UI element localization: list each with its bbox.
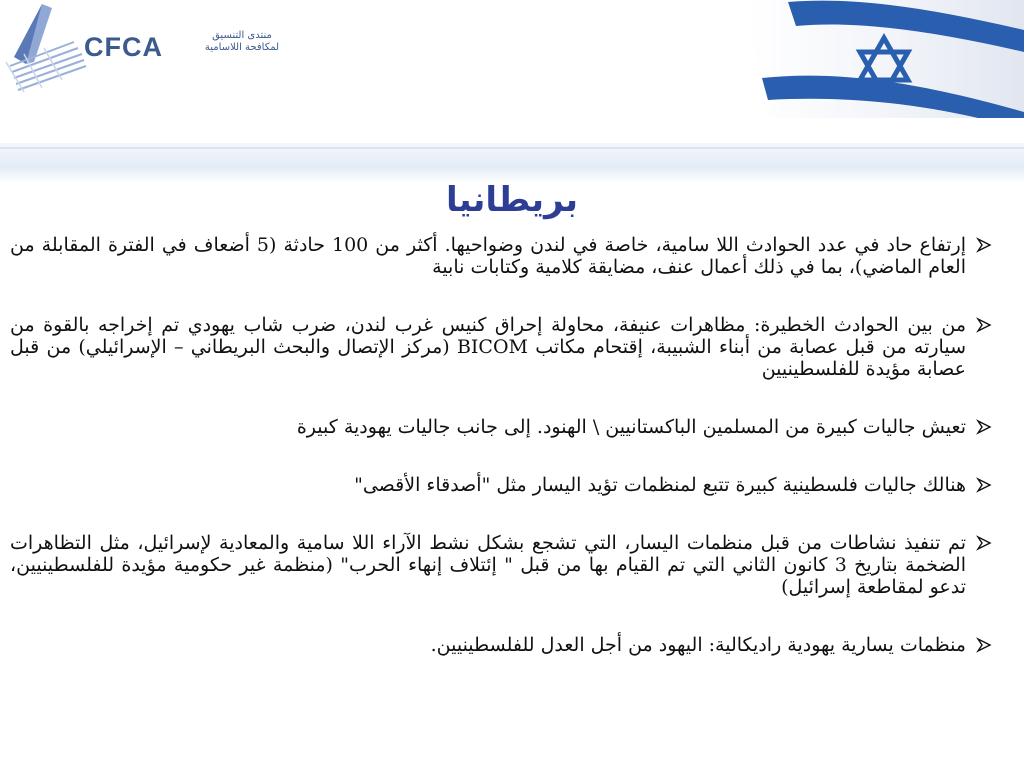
bullet-list bbox=[10, 234, 992, 656]
bullet-text: تم تنفيذ نشاطات من قبل منظمات اليسار، التي تشجع بشكل نشط الآراء اللا سامية والمعادية لإسرائيل، مثل التظاهرات الضخمة بتاريخ 3 كانون الثاني التي تم القيام بها من قبل " إئتلاف إنهاء الحرب" (منظمة غير حكومية مؤيدة للفلسطينيين، تدعو لمقاطعة إسرائيل) bbox=[10, 532, 966, 598]
arrow-check-icon bbox=[976, 237, 992, 253]
arrow-check-icon bbox=[976, 317, 992, 333]
cfca-logo bbox=[4, 2, 304, 97]
bullet-text: هنالك جاليات فلسطينية كبيرة تتبع لمنظمات تؤيد اليسار مثل "أصدقاء الأقصى" bbox=[354, 474, 966, 496]
logo-arabic-line1: منتدى التنسيق bbox=[212, 30, 272, 41]
list-item bbox=[10, 416, 992, 438]
header-divider bbox=[0, 147, 1024, 149]
logo-emblem-icon bbox=[4, 2, 94, 97]
list-item bbox=[10, 234, 992, 278]
bullet-text: من بين الحوادث الخطيرة: مظاهرات عنيفة، محاولة إحراق كنيس غرب لندن، ضرب شاب يهودي تم إخراجه بالقوة من سيارته من قبل عصابة من أبناء الشبيبة، إقتحام مكاتب BICOM (مركز الإتصال والبحث البريطاني – الإسرائيلي) من قبل عصابة مؤيدة للفلسطينيين bbox=[10, 314, 966, 380]
slide-title: بريطانيا bbox=[446, 180, 578, 220]
logo-arabic-line2: لمكافحة اللاسامية bbox=[204, 42, 280, 53]
bullet-text: تعيش جاليات كبيرة من المسلمين الباكستانيين \ الهنود. إلى جانب جاليات يهودية كبيرة bbox=[296, 416, 966, 438]
logo-arabic-text bbox=[187, 30, 297, 54]
list-item bbox=[10, 532, 992, 598]
header-band bbox=[0, 143, 1024, 183]
list-item bbox=[10, 314, 992, 380]
list-item bbox=[10, 474, 992, 496]
list-item bbox=[10, 634, 992, 656]
logo-text: CFCA bbox=[84, 32, 163, 62]
arrow-check-icon bbox=[976, 477, 992, 493]
israel-flag-icon bbox=[748, 0, 1024, 118]
bullet-text: إرتفاع حاد في عدد الحوادث اللا سامية، خاصة في لندن وضواحيها. أكثر من 100 حادثة (5 أضعاف في الفترة المقابلة من العام الماضي)، بما في ذلك أعمال عنف، مضايقة كلامية وكتابات نابية bbox=[10, 234, 967, 278]
bullet-text: منظمات يسارية يهودية راديكالية: اليهود من أجل العدل للفلسطينيين. bbox=[430, 634, 966, 656]
arrow-check-icon bbox=[976, 419, 992, 435]
arrow-check-icon bbox=[976, 637, 992, 653]
arrow-check-icon bbox=[976, 535, 992, 551]
